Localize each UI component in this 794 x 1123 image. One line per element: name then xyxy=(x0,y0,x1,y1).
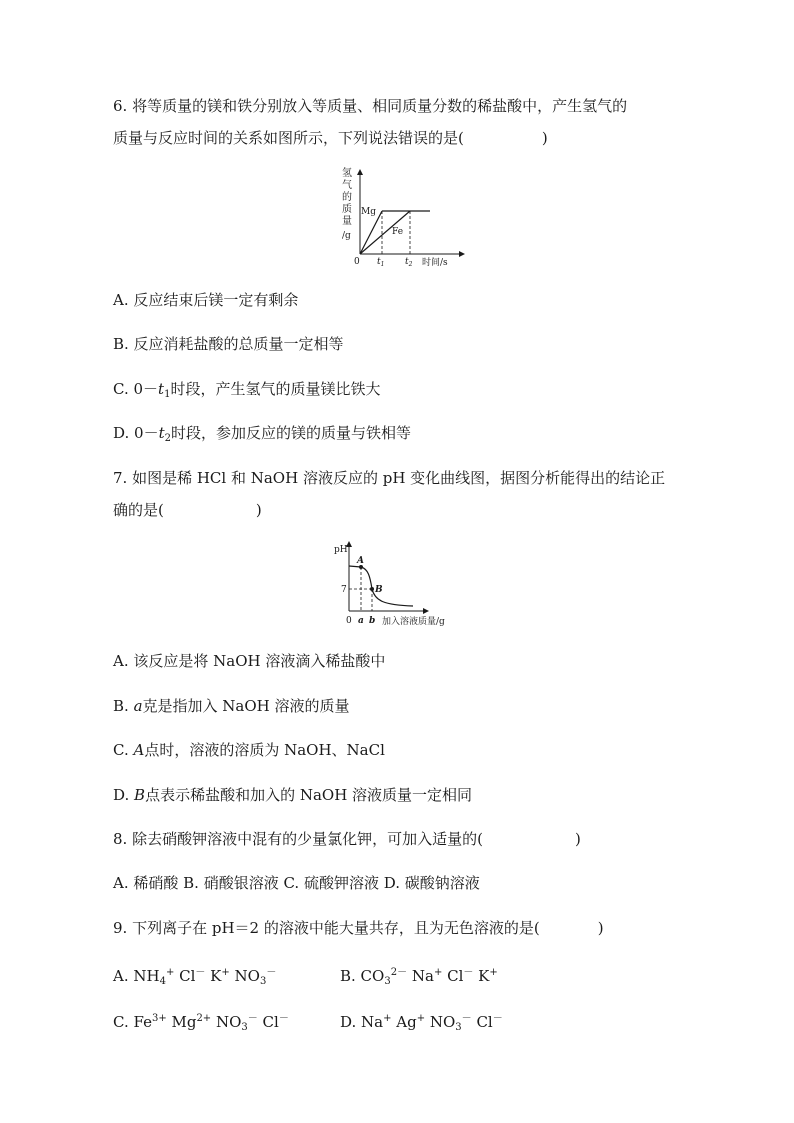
q8-options: A. 稀硝酸 B. 硝酸银溶液 C. 硫酸钾溶液 D. 碳酸钠溶液 xyxy=(113,874,480,892)
q7-label-a: A xyxy=(357,556,364,566)
q6-option-a: A. 反应结束后镁一定有剩余 xyxy=(113,291,299,309)
q7-option-c-var: A xyxy=(133,741,145,759)
q7-seven-label: 7 xyxy=(341,585,347,595)
q6-option-b: B. 反应消耗盐酸的总质量一定相等 xyxy=(113,335,344,353)
q6-ylabel-1: 氢 xyxy=(342,168,352,179)
q7-option-d-var: B xyxy=(134,786,146,804)
q6-option-c-prefix: C. 0－ xyxy=(113,380,159,398)
q7-option-b-prefix: B. xyxy=(113,697,134,715)
q6-stem-line2 xyxy=(113,128,548,148)
q9-c-sup2: 2+ xyxy=(196,1013,212,1024)
q7-option-a: A. 该反应是将 NaOH 溶液滴入稀盐酸中 xyxy=(113,652,386,670)
q9-a-ion2: Cl xyxy=(174,967,196,985)
q9-a-sup4: － xyxy=(266,967,277,978)
q6-option-d xyxy=(113,423,411,449)
q9-d-sub3: 3 xyxy=(455,1022,462,1033)
q6-ylabel-2: 气 xyxy=(342,180,352,191)
q6-option-c-sub: 1 xyxy=(164,389,171,400)
q7-ph-curve-graph xyxy=(328,538,468,632)
q9-stem-text: 9. 下列离子在 pH＝2 的溶液中能大量共存，且为无色溶液的是( xyxy=(113,919,540,937)
q9-d-ion2: Ag xyxy=(391,1013,417,1031)
q7-stem-text: 确的是( xyxy=(113,501,164,519)
q9-b-sub1: 3 xyxy=(384,976,391,987)
q9-a-sup1: + xyxy=(165,967,175,978)
q6-option-c xyxy=(113,379,380,405)
q7-label-b: B xyxy=(375,585,383,595)
q9-b-ion3: Cl xyxy=(442,967,464,985)
q6-ylabel-6: /g xyxy=(342,231,351,241)
q7-origin: 0 xyxy=(346,616,352,626)
q6-option-d-prefix: D. 0－ xyxy=(113,424,159,442)
q9-option-d xyxy=(340,1009,503,1038)
q9-d-sup2: + xyxy=(416,1013,426,1024)
q6-t2-label: $t_2$ xyxy=(405,257,413,268)
q9-d-ion3: NO xyxy=(425,1013,456,1031)
q8-stem-text: 8. 除去硝酸钾溶液中混有的少量氯化钾，可加入适量的( xyxy=(113,830,483,848)
q9-a-ion1: A. NH xyxy=(113,967,160,985)
q9-c-sup4: － xyxy=(278,1013,289,1024)
q7-xlabel: 加入溶液质量/g xyxy=(382,617,445,627)
q9-d-sup4: － xyxy=(492,1013,503,1024)
q6-paren-close: ) xyxy=(541,129,548,147)
q9-b-ion2: Na xyxy=(407,967,434,985)
q9-b-sup2: + xyxy=(433,967,443,978)
q7-option-d-prefix: D. xyxy=(113,786,135,804)
q9-c-sub3: 3 xyxy=(241,1022,248,1033)
q9-paren-close: ) xyxy=(597,919,604,937)
q6-option-c-var: t xyxy=(158,380,165,398)
q9-b-sup1: 2－ xyxy=(390,967,408,978)
q9-option-c xyxy=(113,1009,289,1038)
q6-xlabel: 时间/s xyxy=(422,258,448,268)
q6-option-d-sub: 2 xyxy=(164,433,171,444)
q9-a-sup3: + xyxy=(221,967,230,978)
q7-option-b xyxy=(113,696,350,716)
q8-stem xyxy=(113,829,581,849)
q9-a-ion3: K xyxy=(205,967,222,985)
q6-option-c-text: 时段，产生氢气的质量镁比铁大 xyxy=(170,380,381,398)
q9-d-sup3: － xyxy=(461,1013,472,1024)
q9-c-sup3: － xyxy=(247,1013,258,1024)
q9-c-sup1: 3+ xyxy=(151,1013,167,1024)
q9-option-b xyxy=(340,963,498,992)
q9-b-sup3: － xyxy=(463,967,474,978)
q9-c-ion1: C. Fe xyxy=(113,1013,152,1031)
q7-option-b-text: 克是指加入 NaOH 溶液的质量 xyxy=(142,697,350,715)
q7-option-c-prefix: C. xyxy=(113,741,134,759)
q6-ylabel-4: 质 xyxy=(342,204,352,215)
q9-b-ion4: K xyxy=(473,967,490,985)
q9-stem xyxy=(113,918,604,938)
q6-fe-label: Fe xyxy=(392,227,404,237)
q6-option-d-text: 时段，参加反应的镁的质量与铁相等 xyxy=(170,424,411,442)
q9-b-sup4: + xyxy=(489,967,498,978)
q9-option-a xyxy=(113,963,276,992)
q7-a-tick: a xyxy=(358,616,364,626)
q6-t1-label: $t_1$ xyxy=(377,257,385,268)
q7-ylabel: pH xyxy=(334,545,348,555)
q7-option-b-var: a xyxy=(133,697,143,715)
q6-hydrogen-mass-graph xyxy=(330,164,470,270)
q6-mg-label: Mg xyxy=(361,207,376,217)
q9-c-ion3: NO xyxy=(211,1013,242,1031)
q9-d-ion1: D. Na xyxy=(340,1013,384,1031)
q7-option-d-text: 点表示稀盐酸和加入的 NaOH 溶液质量一定相同 xyxy=(145,786,473,804)
q9-a-ion4: NO xyxy=(229,967,260,985)
q6-ylabel-5: 量 xyxy=(342,216,352,227)
q9-d-sup1: + xyxy=(383,1013,392,1024)
q7-stem-line2 xyxy=(113,500,262,520)
q9-b-ion1: B. CO xyxy=(340,967,385,985)
q7-option-c xyxy=(113,740,385,760)
q7-paren-close: ) xyxy=(255,501,262,519)
q7-b-tick: b xyxy=(369,616,376,626)
q6-ylabel-3: 的 xyxy=(342,192,352,203)
q9-a-sub4: 3 xyxy=(259,976,267,987)
q6-stem-text: 质量与反应时间的关系如图所示，下列说法错误的是( xyxy=(113,129,464,147)
q9-a-sup2: － xyxy=(195,967,206,978)
q7-option-c-text: 点时，溶液的溶质为 NaOH、NaCl xyxy=(144,741,385,759)
q9-d-ion4: Cl xyxy=(471,1013,493,1031)
q6-origin: 0 xyxy=(354,257,360,267)
q6-mg-curve xyxy=(360,211,382,254)
q9-c-ion4: Cl xyxy=(257,1013,279,1031)
q7-stem-line1: 7. 如图是稀 HCl 和 NaOH 溶液反应的 pH 变化曲线图，据图分析能得出的结论正 xyxy=(113,469,666,487)
q6-option-d-var: t xyxy=(158,424,165,442)
q9-c-ion2: Mg xyxy=(166,1013,197,1031)
q6-stem-line1: 6. 将等质量的镁和铁分别放入等质量、相同质量分数的稀盐酸中，产生氢气的 xyxy=(113,97,628,115)
q7-option-d xyxy=(113,785,472,805)
q8-paren-close: ) xyxy=(574,830,581,848)
q9-a-sub1: 4 xyxy=(159,976,166,987)
